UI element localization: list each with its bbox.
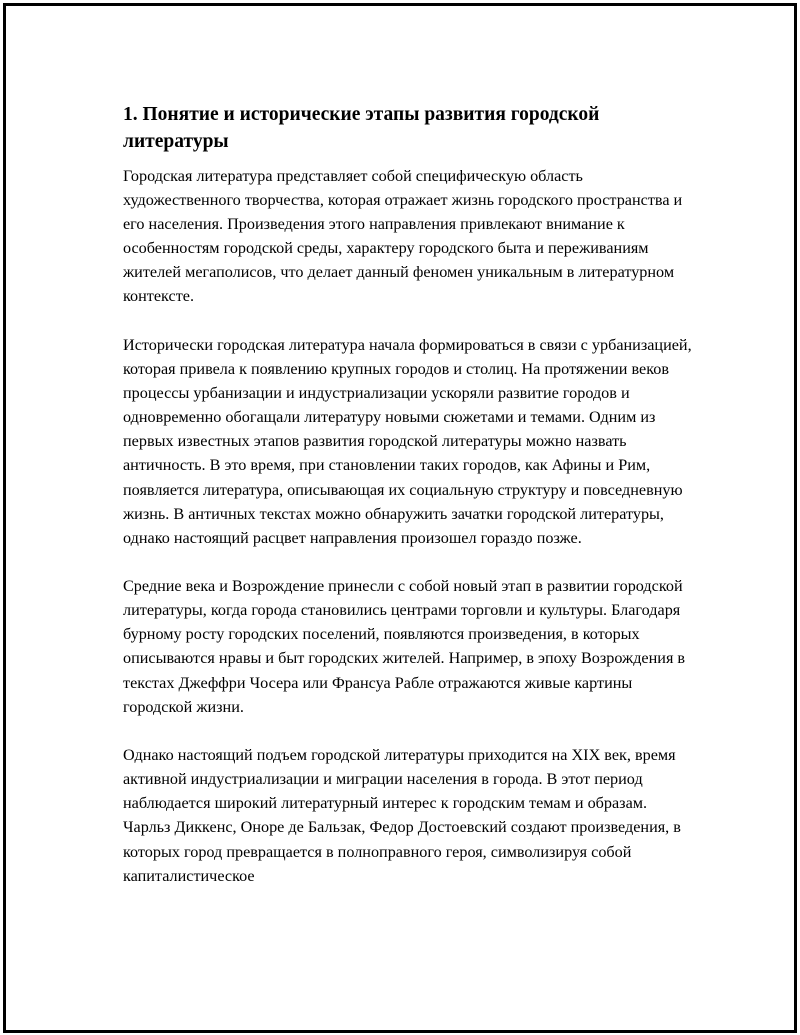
section-heading: 1. Понятие и исторические этапы развития городской литературы	[123, 104, 600, 152]
paragraph-4: Однако настоящий подъем городской литературы приходится на XIX век, время активной индустриализации и миграции населения в города. В этот период наблюдается широкий литературный интерес к городским темам и образам. Чарльз Диккенс, Оноре де Бальзак, Федор Достоевский создают произведения, в которых город превращается в полноправного героя, символизируя собой капиталистическое	[123, 746, 681, 885]
page-frame	[3, 3, 797, 1033]
paragraph-2: Исторически городская литература начала формироваться в связи с урбанизацией, которая привела к появлению крупных городов и столиц. На протяжении веков процессы урбанизации и индустриализации ускоряли развитие городов и одновременно обогащали литературу новыми сюжетами и темами. Одним из первых известных этапов развития городской литературы можно назвать античность. В это время, при становлении таких городов, как Афины и Рим, появляется литература, описывающая их социальную структуру и повседневную жизнь. В античных текстах можно обнаружить зачатки городской литературы, однако настоящий расцвет направления произошел гораздо позже.	[123, 335, 692, 547]
paragraph-1: Городская литература представляет собой специфическую область художественного творчества, которая отражает жизнь городского пространства и его населения. Произведения этого направления привлекают внимание к особенностям городской среды, характеру городского быта и переживаниям жителей мегаполисов, что делает данный феномен уникальным в литературном контексте.	[123, 167, 683, 306]
paragraph-3: Средние века и Возрождение принесли с собой новый этап в развитии городской литературы, когда города становились центрами торговли и культуры. Благодаря бурному росту городских поселений, появляются произведения, в которых описываются нравы и быт городских жителей. Например, в эпоху Возрождения в текстах Джеффри Чосера или Франсуа Рабле отражаются живые картины городской жизни.	[123, 577, 686, 716]
document-body	[123, 101, 693, 912]
